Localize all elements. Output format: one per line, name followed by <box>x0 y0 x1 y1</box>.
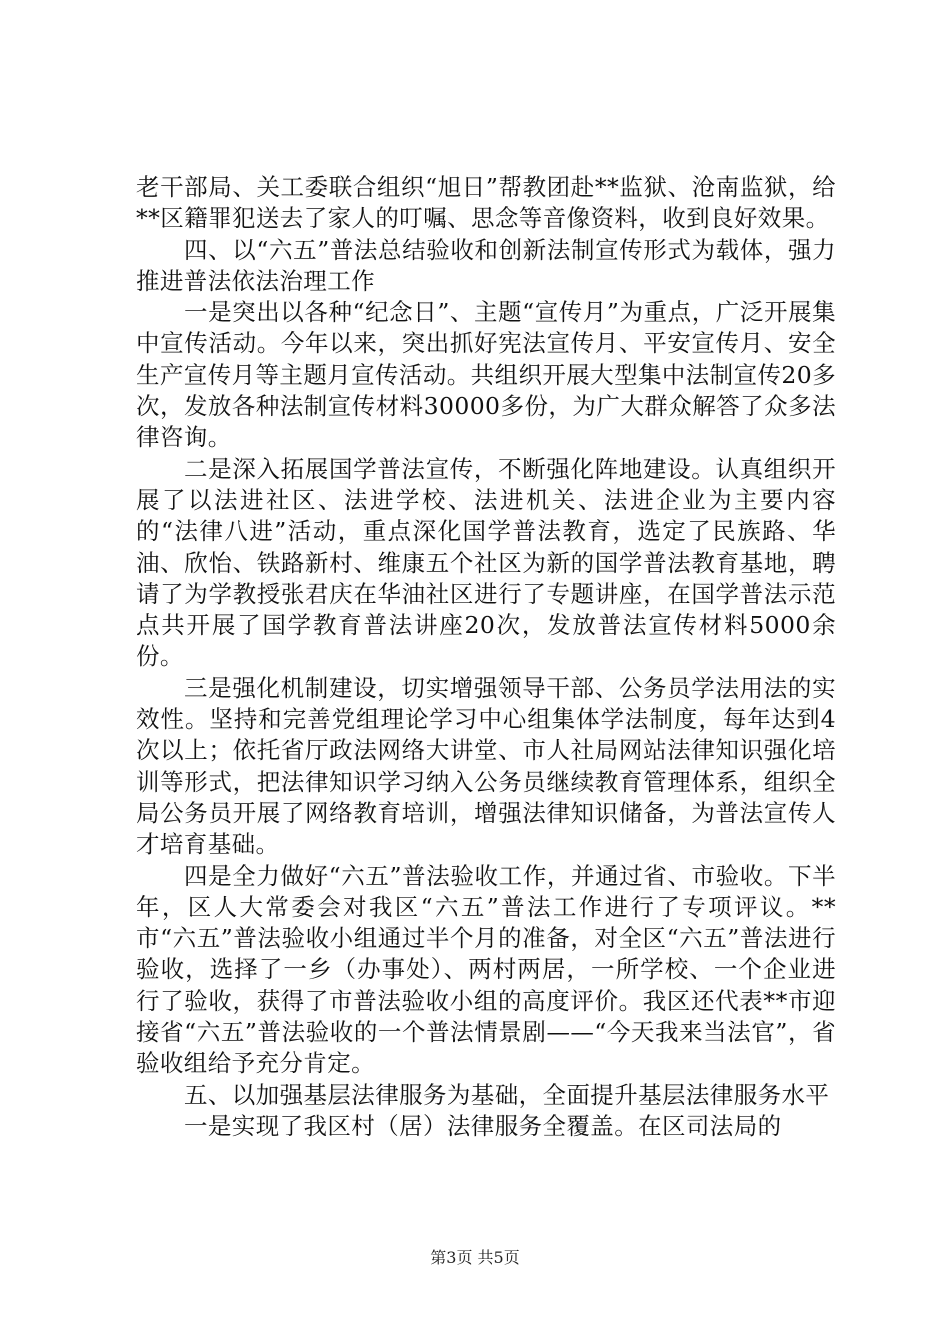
paragraph-item-three: 三是强化机制建设，切实增强领导干部、公务员学法用法的实效性。坚持和完善党组理论学习中心组集体学法制度，每年达到4次以上；依托省厅政法网络大讲堂、市人社局网站法律知识强化培训等形式，把法律知识学习纳入公务员继续教育管理体系，组织全局公务员开展了网络教育培训，增强法律知识储备，为普法宣传人才培育基础。 <box>136 673 836 859</box>
section-heading-five: 五、以加强基层法律服务为基础，全面提升基层法律服务水平 <box>184 1080 830 1109</box>
paragraph-item-two: 二是深入拓展国学普法宣传，不断强化阵地建设。认真组织开展了以法进社区、法进学校、法进机关、法进企业为主要内容的“法律八进”活动，重点深化国学普法教育，选定了民族路、华油、欣怡、铁路新村、维康五个社区为新的国学普法教育基地，聘请了为学教授张君庆在华油社区进行了专题讲座，在国学普法示范点共开展了国学教育普法讲座20次，发放普法宣传材料5000余份。 <box>136 454 836 671</box>
paragraph-item-one: 一是突出以各种“纪念日”、主题“宣传月”为重点，广泛开展集中宣传活动。今年以来，突出抓好宪法宣传月、平安宣传月、安全生产宣传月等主题月宣传活动。共组织开展大型集中法制宣传20多次，发放各种法制宣传材料30000多份，为广大群众解答了众多法律咨询。 <box>136 298 836 452</box>
paragraph-continuation: 老干部局、关工委联合组织“旭日”帮教团赴**监狱、沧南监狱，给**区籍罪犯送去了家人的叮嘱、思念等音像资料，收到良好效果。 <box>136 173 836 233</box>
section-heading-four: 四、以“六五”普法总结验收和创新法制宣传形式为载体，强力推进普法依法治理工作 <box>136 235 836 295</box>
paragraph-item-one-section-five: 一是实现了我区村（居）法律服务全覆盖。在区司法局的 <box>184 1111 782 1140</box>
document-page <box>136 172 836 1142</box>
paragraph-item-four: 四是全力做好“六五”普法验收工作，并通过省、市验收。下半年，区人大常委会对我区“六五”普法工作进行了专项评议。**市“六五”普法验收小组通过半个月的准备，对全区“六五”普法进行验收，选择了一乡（办事处）、两村两居，一所学校、一个企业进行了验收，获得了市普法验收小组的高度评价。我区还代表**市迎接省“六五”普法验收的一个普法情景剧——“今天我来当法官”，省验收组给予充分肯定。 <box>136 861 836 1078</box>
page-number-footer: 第3页 共5页 <box>430 1248 520 1267</box>
